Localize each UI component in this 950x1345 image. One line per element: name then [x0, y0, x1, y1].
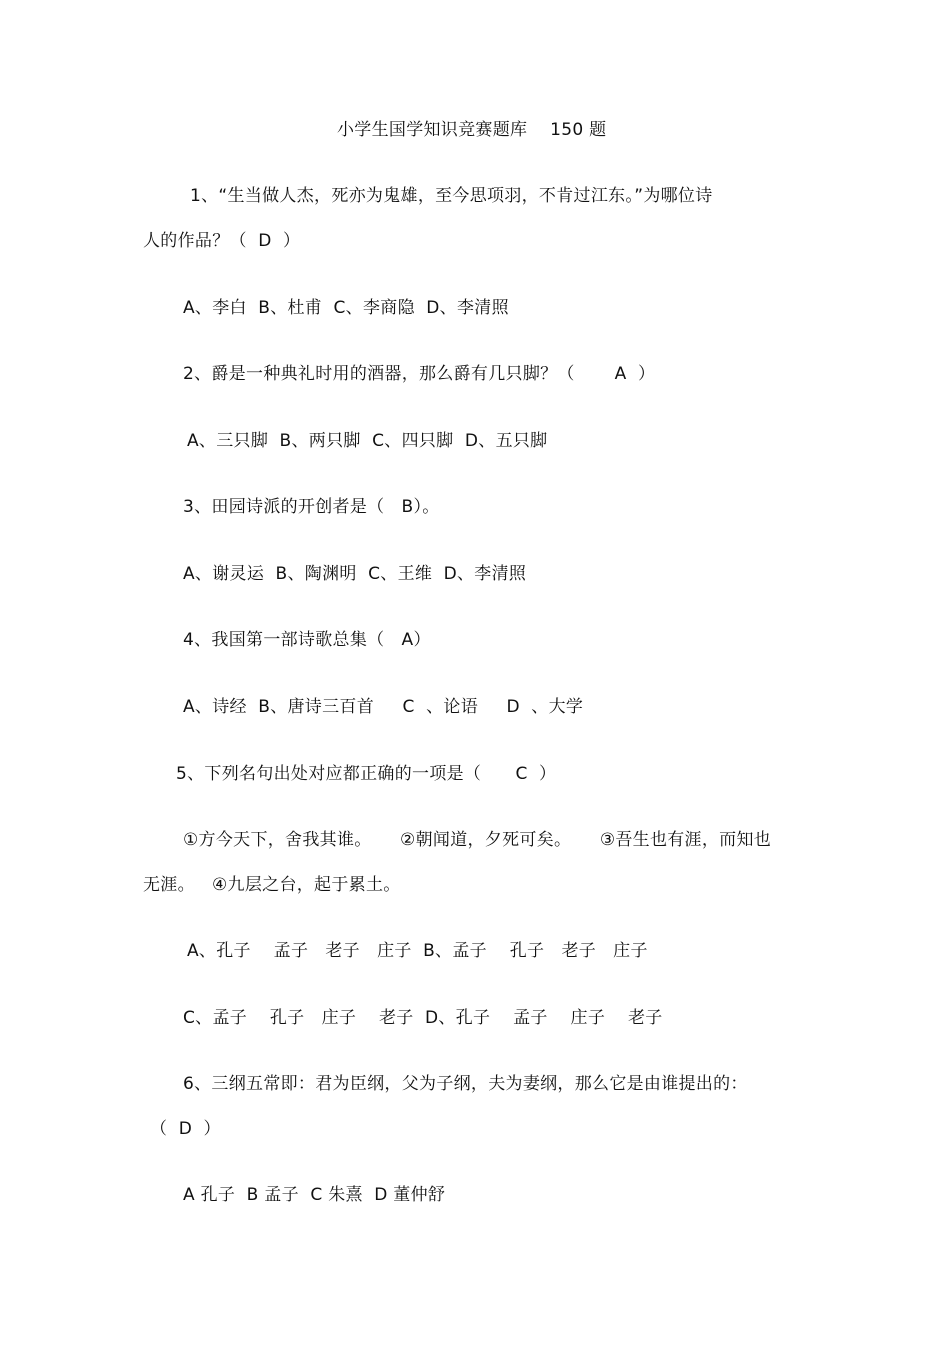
- question-4-options: A、诗经 B、唐诗三百首 C 、论语 D 、大学: [183, 697, 584, 717]
- question-5-quotes-line-1: ①方今天下，舍我其谁。 ②朝闻道，夕死可矣。 ③吾生也有涯，而知也: [183, 830, 772, 850]
- question-1-line-2: 人的作品？（ D ）: [143, 231, 301, 251]
- question-3: 3、田园诗派的开创者是（ B）。: [183, 497, 440, 517]
- question-1-options: A、李白 B、杜甫 C、李商隐 D、李清照: [183, 298, 509, 318]
- document-title: 小学生国学知识竞赛题库 150 题: [337, 120, 607, 140]
- question-5: 5、下列名句出处对应都正确的一项是（ C ）: [176, 764, 557, 784]
- question-2-options: A、三只脚 B、两只脚 C、四只脚 D、五只脚: [187, 431, 548, 451]
- question-5-quotes-line-2: 无涯。 ④九层之台，起于累土。: [143, 875, 401, 895]
- question-5-options-ab: A、孔子 孟子 老子 庄子 B、孟子 孔子 老子 庄子: [187, 941, 648, 961]
- question-4: 4、我国第一部诗歌总集（ A）: [183, 630, 431, 650]
- question-6-line-1: 6、三纲五常即：君为臣纲，父为子纲，夫为妻纲，那么它是由谁提出的：: [183, 1074, 748, 1094]
- question-2: 2、爵是一种典礼时用的酒器，那么爵有几只脚？（ A ）: [183, 364, 656, 384]
- question-6-options: A 孔子 B 孟子 C 朱熹 D 董仲舒: [183, 1185, 446, 1205]
- question-6-line-2: （ D ）: [150, 1119, 221, 1139]
- question-1-line-1: 1、“生当做人杰，死亦为鬼雄，至今思项羽，不肯过江东。”为哪位诗: [190, 186, 713, 206]
- question-5-options-cd: C、孟子 孔子 庄子 老子 D、孔子 孟子 庄子 老子: [183, 1008, 663, 1028]
- question-3-options: A、谢灵运 B、陶渊明 C、王维 D、李清照: [183, 564, 527, 584]
